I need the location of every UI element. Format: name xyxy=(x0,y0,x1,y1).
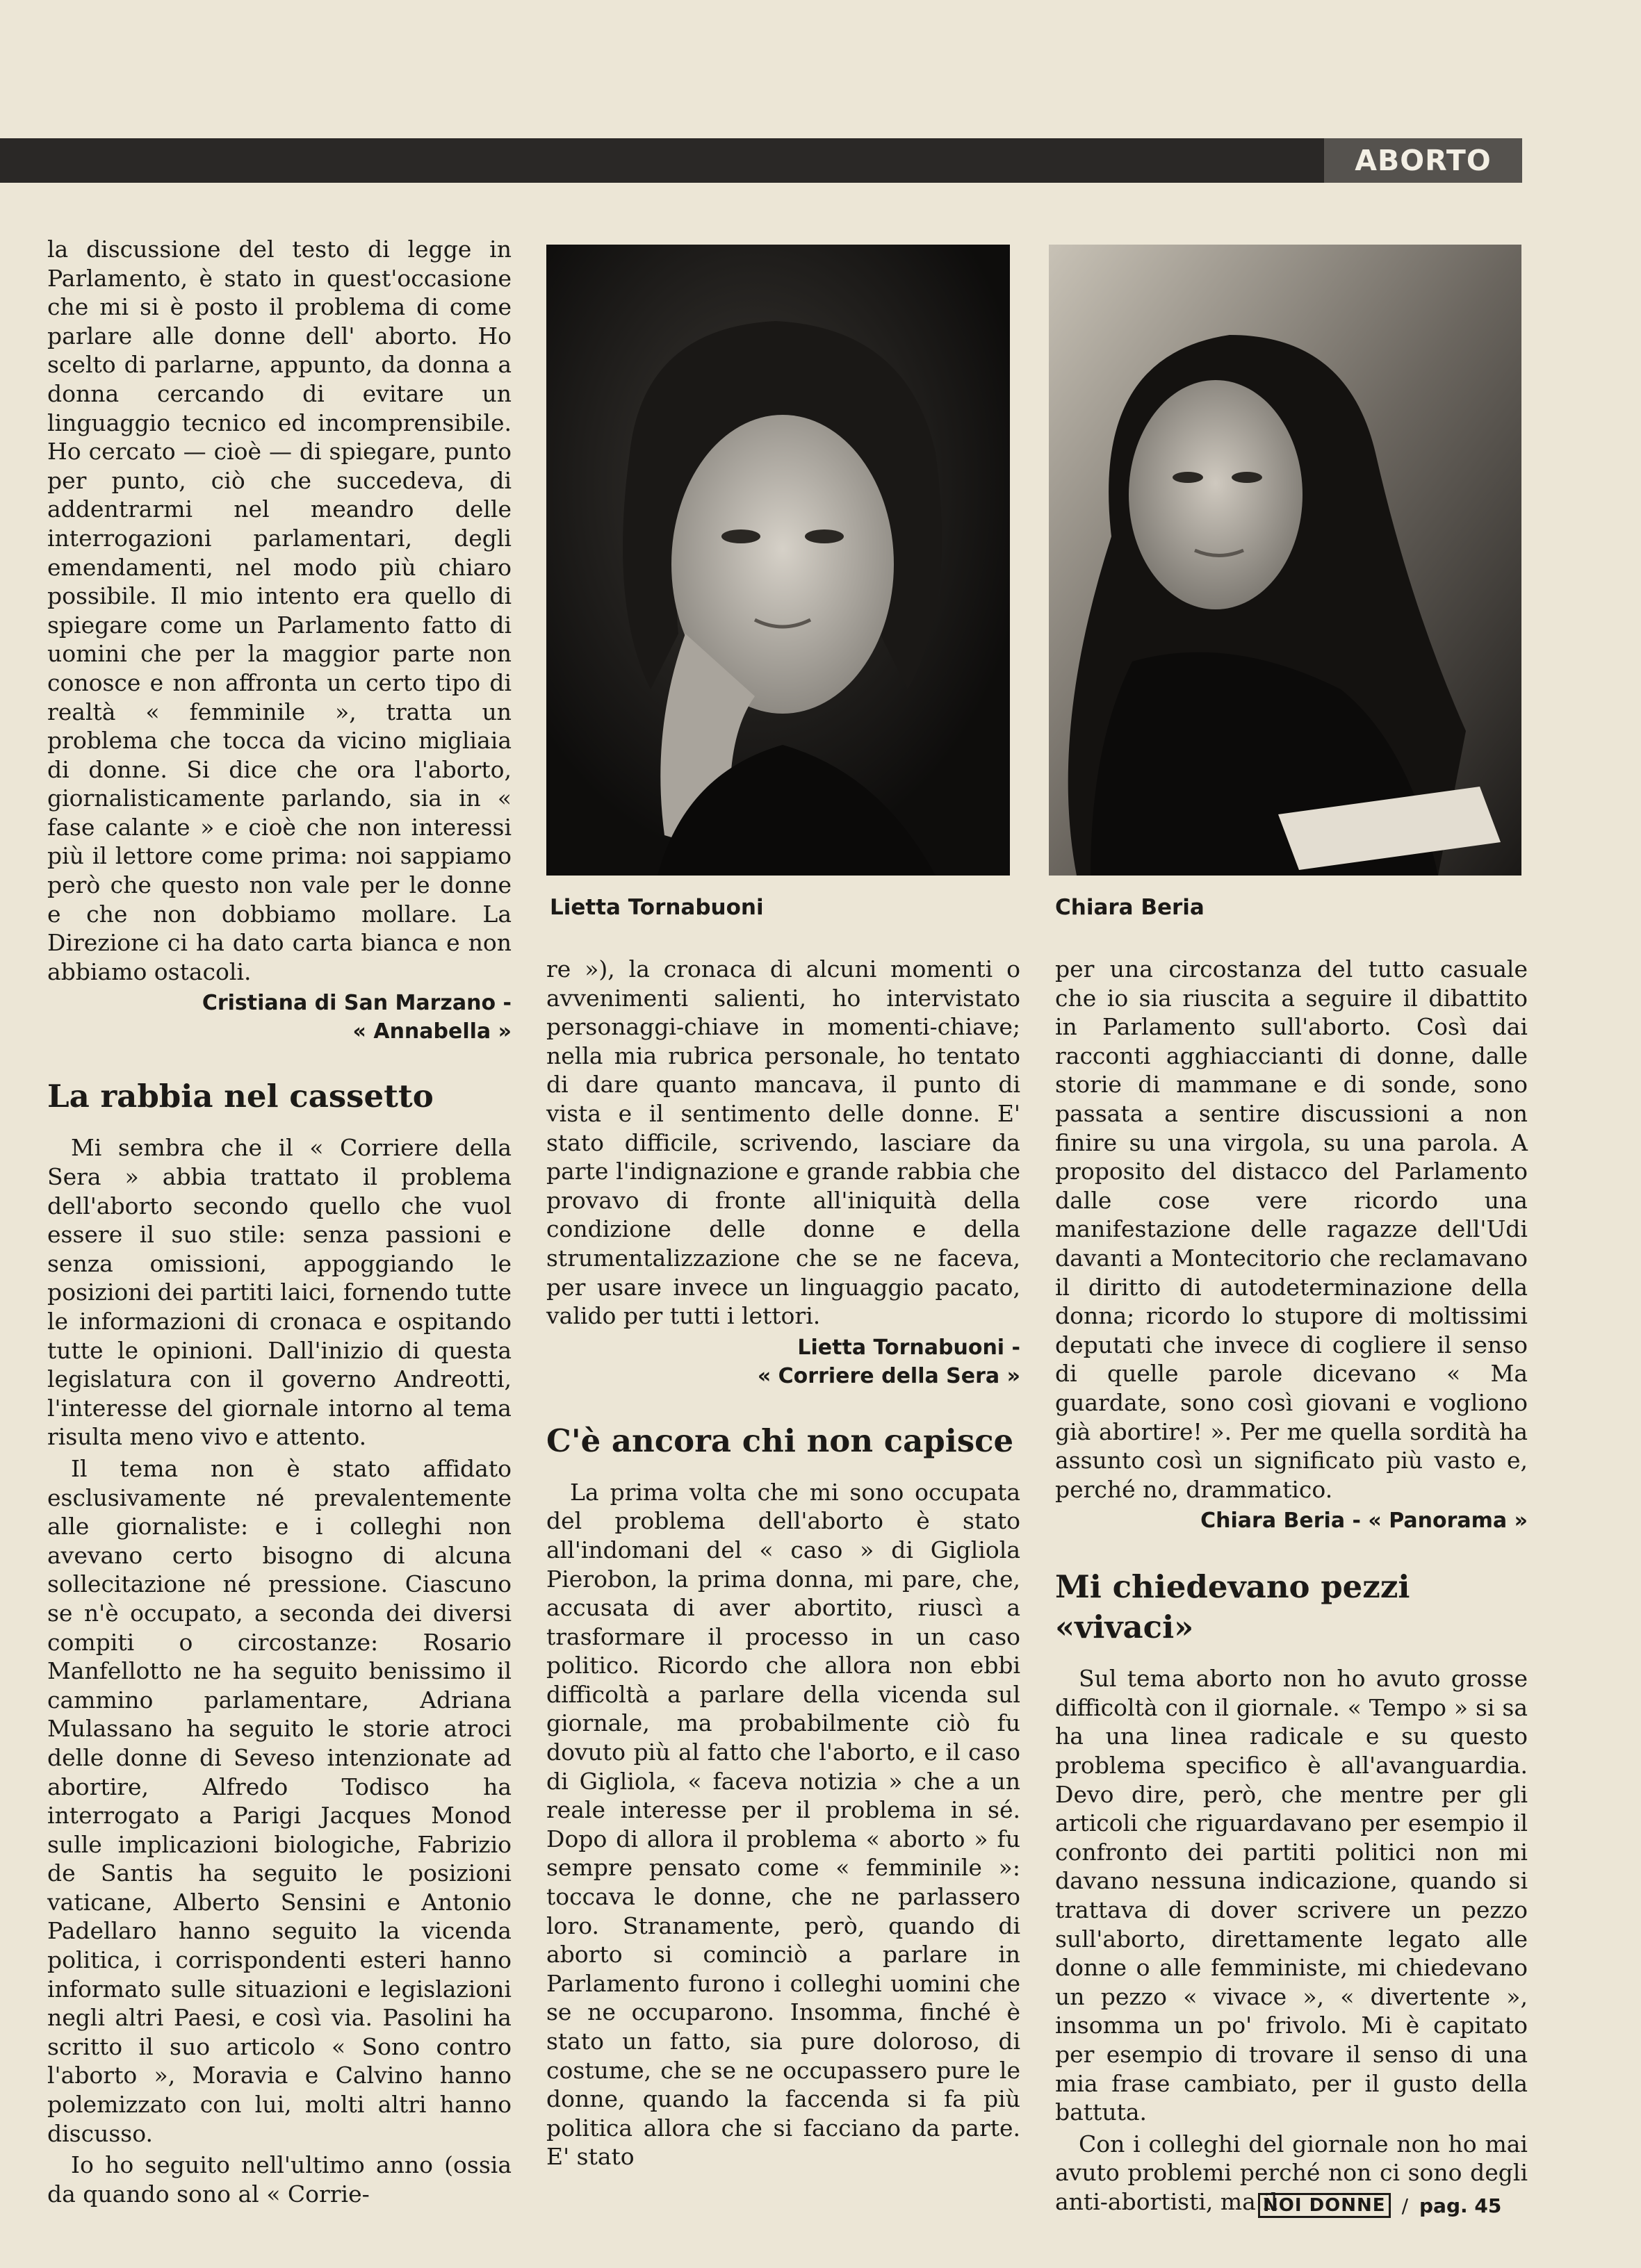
article-headline: Mi chiedevano pezzi «vivaci» xyxy=(1055,1568,1410,1646)
photo-caption-left: Lietta Tornabuoni xyxy=(550,895,764,920)
paragraph: re »), la cronaca di alcuni momenti o avvenimenti salienti, ho intervistato personaggi-chiave in momenti-chiave; nella mia rubrica personale, ho tentato di dare quanto mancava, il punto di vista e il sentimento delle donne. E' stato difficile, scrivendo, lasciare da parte l'indignazione e grande rabbia che provavo di fronte all'iniquità della condizione delle donne e della strumentalizzazione che se ne faceva, per usare invece un linguaggio pacato, valido per tutti i lettori. xyxy=(546,955,1020,1330)
paragraph: Io ho seguito nell'ultimo anno (ossia da quando sono al « Corrie- xyxy=(47,2151,512,2208)
portrait-image-left xyxy=(546,245,1010,876)
portrait-photo-right xyxy=(1049,245,1521,876)
signature: Lietta Tornabuoni - xyxy=(797,1335,1020,1360)
signature: Chiara Beria - « Panorama » xyxy=(1200,1509,1528,1534)
portrait-photo-left xyxy=(546,245,1010,876)
page-footer xyxy=(1258,2193,1536,2218)
signature-publication: « Annabella » xyxy=(352,1019,512,1044)
paragraph: Il tema non è stato affidato esclusivamente né prevalentemente alle giornaliste: e i colleghi non avevano certo bisogno di alcuna sollecitazione né pressione. Ciascuno se n'è occupato, a seconda dei diversi compiti o circostanze: Rosario Manfellotto ne ha seguito benissimo il cammino parlamentare, Adriana Mulassano ha seguito le storie atroci delle donne di Seveso intenzionate ad abortire, Alfredo Todisco ha interrogato a Parigi Jacques Monod sulle implicazioni biologiche, Fabrizio de Santis ha seguito le posizioni vaticane, Alberto Sensini e Antonio Padellaro hanno seguito la vicenda politica, i corrispondenti esteri hanno informato sulle situazioni e legislazioni negli altri Paesi, e così via. Pasolini ha scritto il suo articolo « Sono contro l'aborto », Moravia e Calvino hanno polemizzato con lui, molti altri hanno discusso. xyxy=(47,1454,512,2147)
section-tag: ABORTO xyxy=(1324,138,1522,183)
magazine-logo: NOI DONNE xyxy=(1258,2193,1391,2218)
portrait-image-right xyxy=(1049,245,1521,876)
signature-publication: « Corriere della Sera » xyxy=(757,1363,1020,1388)
paragraph: la discussione del testo di legge in Parlamento, è stato in quest'occasione che mi si è posto il problema di come parlare alle donne dell' aborto. Ho scelto di parlarne, appunto, da donna a donna cercando di evitare un linguaggio tecnico ed incomprensibile. Ho cercato — cioè — di spiegare, punto per punto, ciò che succedeva, di addentrarmi nel meandro delle interrogazioni parlamentari, degli emendamenti, nel modo più chiaro possibile. Il mio intento era quello di spiegare come un Parlamento fatto di uomini che per la maggior parte non conosce e non affronta un certo tipo di realtà « femminile », tratta un problema che tocca da vicino migliaia di donne. Si dice che ora l'aborto, giornalisticamente parlando, sia in « fase calante » e cioè che non interessi più il lettore come prima: noi sappiamo però che questo non vale per le donne e che non dobbiamo mollare. La Direzione ci ha dato carta bianca e non abbiamo ostacoli. xyxy=(47,236,512,985)
column-1 xyxy=(47,235,512,2211)
signature: Cristiana di San Marzano - xyxy=(202,991,512,1016)
article-headline: C'è ancora chi non capisce xyxy=(546,1422,1014,1459)
photo-caption-right: Chiara Beria xyxy=(1055,895,1205,920)
column-3 xyxy=(1055,955,1528,2219)
paragraph: La prima volta che mi sono occupata del problema dell'aborto è stato all'indomani del « caso » di Gigliola Pierobon, la prima donna, mi pare, che, accusata di aver abortito, riuscì a trasformare il processo in un caso politico. Ricordo che allora non ebbi difficoltà a parlare della vicenda sul giornale, ma probabilmente ciò fu dovuto più al fatto che l'aborto, e il caso di Gigliola, « faceva notizia » che a un reale interesse per il problema in sé. Dopo di allora il problema « aborto » fu sempre pensato come « femminile »: toccava le donne, che ne parlassero loro. Stranamente, però, quando di aborto si cominciò a parlare in Parlamento furono i colleghi uomini che se ne occuparono. Insomma, finché è stato un fatto, sia pure doloroso, di costume, che se ne occupassero pure le donne, quando la faccenda si fa più politica allora che si facciano da parte. E' stato xyxy=(546,1478,1020,2171)
paragraph: Mi sembra che il « Corriere della Sera » abbia trattato il problema dell'aborto secondo quello che vuol essere il suo stile: senza passioni e senza omissioni, appoggiando le posizioni dei partiti laici, fornendo tutte le informazioni di cronaca e ospitando tutte le opinioni. Dall'inizio di questa legislatura con il governo Andreotti, l'interesse del giornale intorno al tema risulta meno vivo e attento. xyxy=(47,1134,512,1451)
paragraph: Con i colleghi del giornale non ho mai avuto problemi perché non ci sono degli anti-abortisti, ma il xyxy=(1055,2130,1528,2215)
page-number: pag. 45 xyxy=(1419,2194,1502,2217)
header-bar xyxy=(0,138,1522,183)
footer-separator: / xyxy=(1401,2194,1408,2217)
paragraph: Sul tema aborto non ho avuto grosse difficoltà con il giornale. « Tempo » si sa ha una linea radicale e su questo problema specifico è all'avanguardia. Devo dire, però, che mentre per gli articoli che riguardavano per esempio il confronto dei partiti politici non mi davano nessuna indicazione, quando si trattava di dover scrivere un pezzo sull'aborto, direttamente legato alle donne o alle femministe, mi chiedevano un pezzo « vivace », « divertente », insomma un po' frivolo. Mi è capitato per esempio di trovare il senso di una mia frase cambiato, per il gusto della battuta. xyxy=(1055,1665,1528,2126)
article-headline: La rabbia nel cassetto xyxy=(47,1078,434,1115)
paragraph: per una circostanza del tutto casuale che io sia riuscita a seguire il dibattito in Parlamento sull'aborto. Così dai racconti agghiaccianti di donne, dalle storie di mammane e di sonde, sono passata a sentire discussioni a non finire su una virgola, su una parola. A proposito del distacco del Parlamento dalle cose vere ricordo una manifestazione delle ragazze dell'Udi davanti a Montecitorio che reclamavano il diritto di autodeterminazione della donna; ricordo lo stupore di moltissimi deputati che invece di cogliere il senso di quelle parole dicevano « Ma guardate, sono così giovani e vogliono già abortire! ». Per me quella sordità ha assunto così un significato più vasto e, perché no, drammatico. xyxy=(1055,955,1528,1503)
column-2 xyxy=(546,955,1020,2174)
